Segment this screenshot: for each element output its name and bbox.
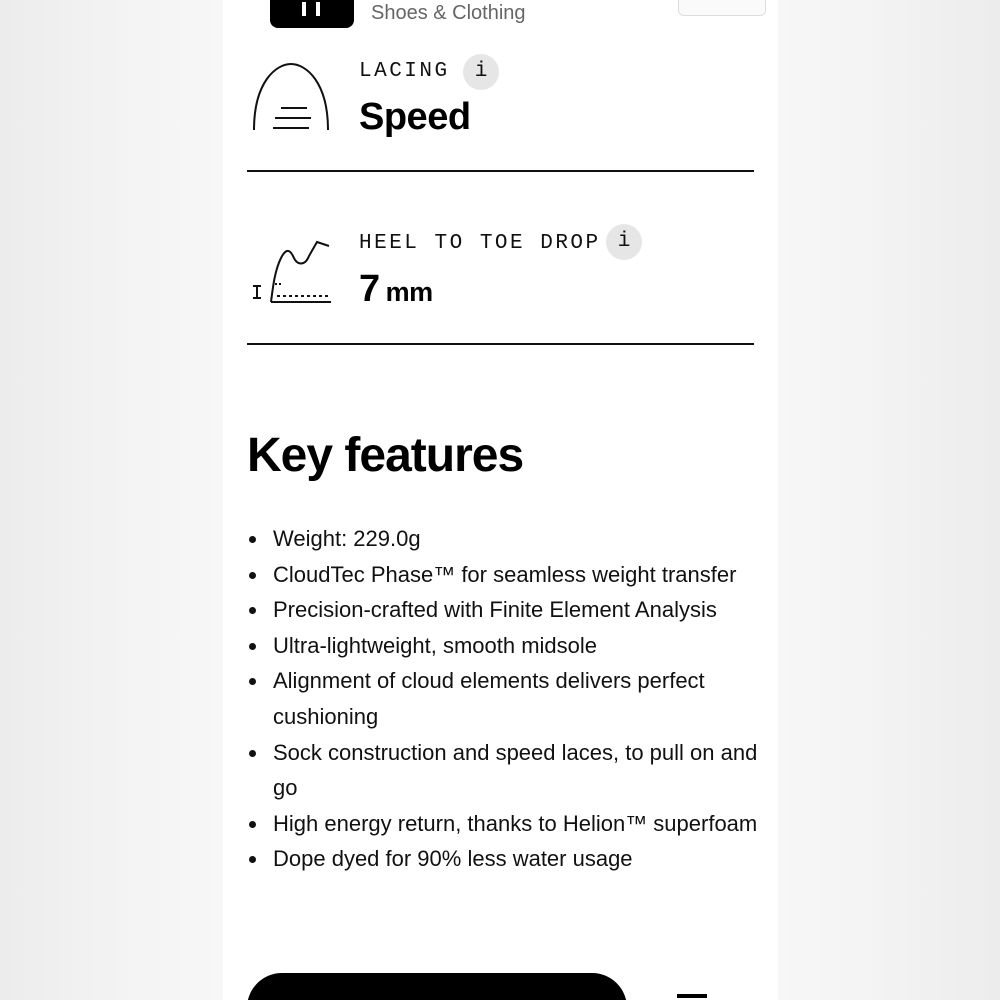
spec-value-unit: mm [385,277,433,307]
list-item: High energy return, thanks to Helion™ superfoam [247,806,767,842]
spec-row-lacing [247,52,754,172]
list-item: Precision-crafted with Finite Element Analysis [247,592,767,628]
list-item: Weight: 229.0g [247,521,767,557]
list-item: Ultra-lightweight, smooth midsole [247,628,767,664]
logo-mark [302,2,306,16]
add-to-bag-button[interactable] [247,973,627,1000]
spec-value-number: 7 [359,268,380,310]
list-item: Alignment of cloud elements delivers perfect cushioning [247,663,767,734]
spec-value: Speed [359,96,471,138]
key-features-title: Key features [247,429,524,482]
brand-logo[interactable] [270,0,354,28]
spec-row-heel-toe-drop [247,222,754,345]
info-button[interactable]: i [463,54,499,90]
info-button[interactable]: i [606,224,642,260]
logo-mark [316,2,320,16]
list-item: Sock construction and speed laces, to pull on and go [247,735,767,806]
spec-value [359,268,433,311]
list-item: Dope dyed for 90% less water usage [247,841,767,877]
product-page [223,0,778,1000]
spec-label: HEEL TO TOE DROP [359,232,601,255]
speed-lacing-icon [251,62,331,139]
store-subtitle: Shoes & Clothing [371,2,526,24]
heel-toe-drop-icon [251,236,333,311]
menu-icon[interactable] [677,994,707,998]
spec-label: LACING [359,60,450,83]
key-features-list [247,521,767,877]
list-item: CloudTec Phase™ for seamless weight transfer [247,557,767,593]
header-button[interactable] [678,0,766,16]
